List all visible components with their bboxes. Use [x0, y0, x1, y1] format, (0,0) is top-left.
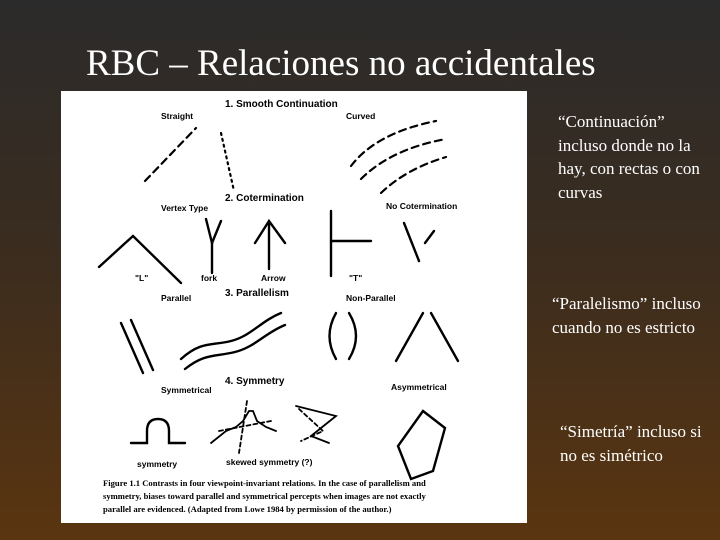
figure-illustration	[61, 91, 527, 523]
label-t-vertex: "T"	[349, 273, 363, 283]
label-arrow: Arrow	[261, 273, 286, 283]
label-vertex-type: Vertex Type	[161, 203, 209, 213]
vertex-fork-shape	[206, 219, 221, 273]
straight-dotted-line	[221, 133, 234, 191]
non-parallel-curves	[330, 313, 357, 359]
vertex-arrow-shape	[255, 221, 285, 269]
label-asymmetrical: Asymmetrical	[391, 382, 447, 392]
note-parallelism: “Paralelismo” incluso cuando no es estricto	[552, 294, 701, 337]
label-curved: Curved	[346, 111, 376, 121]
non-parallel-lines	[396, 313, 458, 361]
slide-title: RBC – Relaciones no accidentales	[86, 43, 596, 84]
parallel-wavy-lines	[181, 313, 285, 369]
label-symmetry: symmetry	[137, 459, 178, 469]
label-skewed-symmetry: skewed symmetry (?)	[226, 457, 313, 467]
label-non-parallel: Non-Parallel	[346, 293, 396, 303]
label-l-vertex: "L"	[135, 273, 149, 283]
note-symmetry: “Simetría” incluso si no es simétrico	[560, 422, 702, 465]
parallel-lines	[121, 320, 153, 373]
label-no-cotermination: No Cotermination	[386, 201, 458, 211]
asymmetrical-polygon	[398, 411, 445, 479]
label-symmetrical: Symmetrical	[161, 385, 212, 395]
skewed-shape-dashed	[296, 406, 336, 443]
no-cotermination-shape	[404, 223, 434, 261]
heading-symmetry: 4. Symmetry	[225, 376, 285, 387]
label-straight: Straight	[161, 111, 194, 121]
heading-cotermination: 2. Cotermination	[225, 193, 304, 204]
label-parallel: Parallel	[161, 293, 192, 303]
caption-line-3: parallel are evidenced. (Adapted from Lowe 1984 by permission of the author.)	[103, 504, 392, 514]
curved-dashed-arcs	[351, 121, 446, 193]
note-continuation: “Continuación” incluso donde no la hay, con rectas o con curvas	[558, 112, 700, 202]
caption-line-2: symmetry, biases toward parallel and symmetrical percepts when images are not exactly	[103, 491, 426, 501]
skewed-symmetry-shape	[211, 401, 276, 453]
heading-parallelism: 3. Parallelism	[225, 288, 289, 299]
caption-line-1: Figure 1.1 Contrasts in four viewpoint-invariant relations. In the case of parallelism and	[103, 478, 426, 488]
figure-panel	[61, 91, 527, 523]
vertex-t-shape	[331, 211, 371, 276]
heading-smooth-continuation: 1. Smooth Continuation	[225, 99, 338, 110]
straight-dashed-line	[145, 128, 196, 181]
symmetry-shape	[131, 419, 185, 443]
label-fork: fork	[201, 273, 218, 283]
